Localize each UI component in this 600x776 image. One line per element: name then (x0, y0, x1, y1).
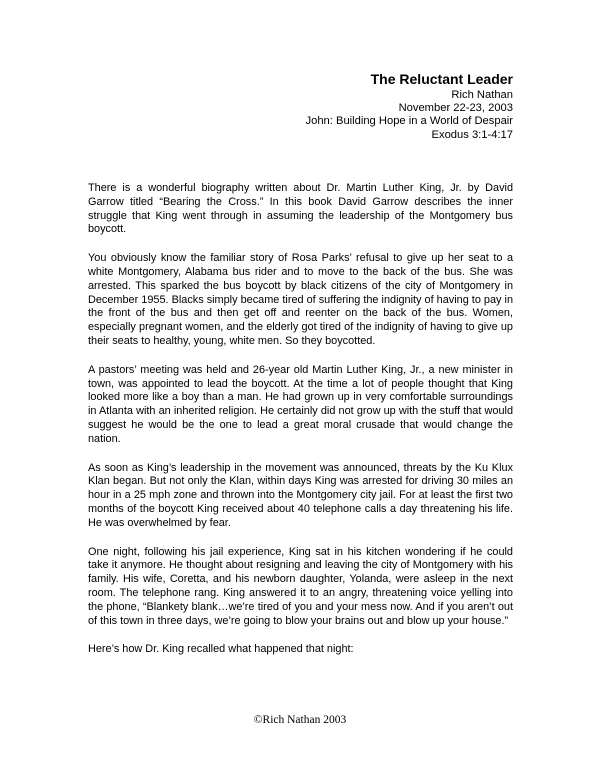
sermon-title: The Reluctant Leader (370, 71, 513, 87)
body-paragraph: There is a wonderful biography written about Dr. Martin Luther King, Jr. by David Garrow titled “Bearing the Cross.” In this book David Garrow describes the inner struggle that King went through in assuming the leadership of the Montgomery bus boycott. (88, 182, 513, 236)
body-paragraph: You obviously know the familiar story of Rosa Parks’ refusal to give up her seat to a white Montgomery, Alabama bus rider and to move to the back of the bus. She was arrested. This sparked the bus boycott by black citizens of the city of Montgomery in December 1955. Blacks simply became tired of suffering the indignity of having to pay in the front of the bus and then get off and reenter on the back of the bus. Women, especially pregnant women, and the elderly got tired of the indignity of having to give up their seats to healthy, young, white men. So they boycotted. (88, 252, 513, 347)
sermon-header (306, 70, 514, 142)
body-paragraph: Here’s how Dr. King recalled what happened that night: (88, 643, 354, 656)
sermon-body (88, 182, 513, 672)
author-name: Rich Nathan (451, 89, 513, 101)
sermon-date: November 22-23, 2003 (398, 102, 513, 115)
scripture-reference: Exodus 3:1-4:17 (431, 128, 513, 141)
copyright-footer: ©Rich Nathan 2003 (253, 714, 347, 726)
body-paragraph: One night, following his jail experience, King sat in his kitchen wondering if he could take it anymore. He thought about resigning and leaving the city of Montgomery with his family. His wife, Coretta, and his newborn daughter, Yolanda, were asleep in the next room. The telephone rang. King answered it to an angry, threatening voice yelling into the phone, “Blankety blank…we’re tired of you and your mess now. And if you aren’t out of this town in three days, we’re going to blow your brains out and blow up your house.” (88, 545, 513, 627)
body-paragraph: As soon as King’s leadership in the movement was announced, threats by the Ku Klux Klan began. But not only the Klan, within days King was arrested for driving 30 miles an hour in a 25 mph zone and thrown into the Montgomery city jail. For at least the first two months of the boycott King received about 40 telephone calls a day threatening his life. He was overwhelmed by fear. (88, 461, 513, 529)
body-paragraph: A pastors’ meeting was held and 26-year old Martin Luther King, Jr., a new minister in town, was appointed to lead the boycott. At the time a lot of people thought that King looked more like a boy than a man. He had grown up in very comfortable surroundings in Atlanta with an inherited religion. He certainly did not grow up with the stuff that would suggest he would be the one to lead a great moral crusade that would change the nation. (88, 363, 513, 445)
series-title: John: Building Hope in a World of Despair (305, 115, 513, 128)
